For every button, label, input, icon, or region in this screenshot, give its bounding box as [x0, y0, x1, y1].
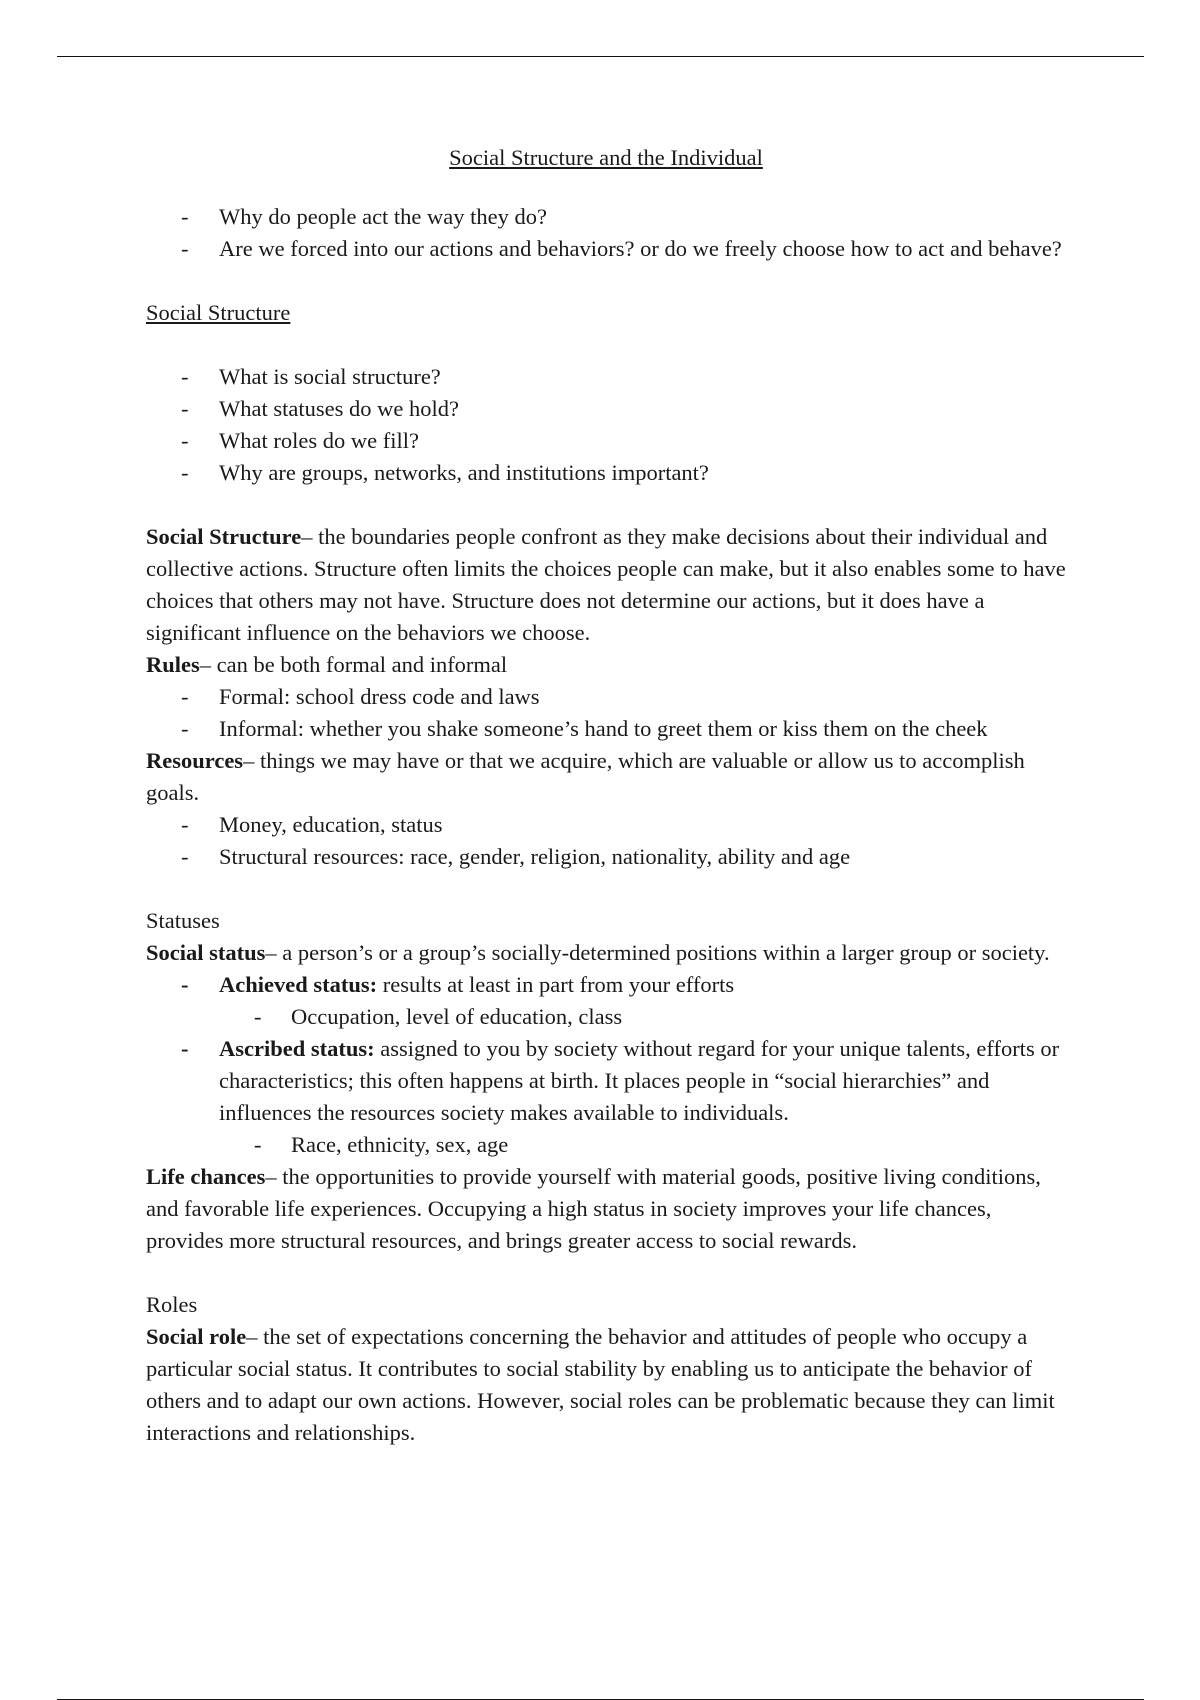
list-item: - Formal: school dress code and laws — [146, 681, 1066, 713]
list-item: - Occupation, level of education, class — [146, 1001, 1066, 1033]
definition-text: – can be both formal and informal — [199, 652, 508, 677]
rules-list — [146, 681, 1066, 745]
definition-text: results at least in part from your efforts — [377, 972, 735, 997]
list-item: - What is social structure? — [146, 361, 1066, 393]
definition-term: Rules — [146, 652, 200, 677]
status-type-list — [146, 969, 1066, 1001]
section-heading-social-structure: Social Structure — [146, 300, 291, 325]
achieved-status-examples — [146, 1001, 1066, 1033]
list-item: - Structural resources: race, gender, religion, nationality, ability and age — [146, 841, 1066, 873]
list-item: - What statuses do we hold? — [146, 393, 1066, 425]
list-item: - Why do people act the way they do? — [146, 201, 1066, 233]
life-chances-definition — [146, 1161, 1066, 1257]
definition-text: – the opportunities to provide yourself with material goods, positive living conditions, and favorable life experiences. Occupying a high status in society improves your life chances, provides more structural resources, and brings greater access to social rewards. — [146, 1164, 1041, 1253]
social-structure-definition — [146, 521, 1066, 649]
definition-text: – a person’s or a group’s socially-determined positions within a larger group or society. — [265, 940, 1050, 965]
section-heading-statuses: Statuses — [146, 908, 220, 933]
definition-term: Ascribed status: — [219, 1036, 375, 1061]
definition-term: Social status — [146, 940, 266, 965]
definition-term: Achieved status: — [219, 972, 378, 997]
top-rule — [57, 56, 1144, 57]
document-title: Social Structure and the Individual — [449, 145, 763, 170]
definition-text: – things we may have or that we acquire, which are valuable or allow us to accomplish goals. — [146, 748, 1025, 805]
ascribed-status-examples — [146, 1129, 1066, 1161]
list-item: - Why are groups, networks, and institutions important? — [146, 457, 1066, 489]
social-role-definition — [146, 1321, 1066, 1449]
definition-text: – the set of expectations concerning the behavior and attitudes of people who occupy a particular social status. It contributes to social stability by enabling us to anticipate the behavior of others and to adapt our own actions. However, social roles can be problematic because they can limit interactions and relationships. — [146, 1324, 1055, 1445]
resources-definition — [146, 745, 1066, 809]
list-item: - What roles do we fill? — [146, 425, 1066, 457]
definition-term: Life chances — [146, 1164, 266, 1189]
status-type-list — [146, 1033, 1066, 1129]
social-structure-question-list — [146, 361, 1066, 489]
list-item: - Informal: whether you shake someone’s hand to greet them or kiss them on the cheek — [146, 713, 1066, 745]
section-heading-roles: Roles — [146, 1292, 198, 1317]
definition-term: Resources — [146, 748, 244, 773]
resources-list — [146, 809, 1066, 873]
document-body — [146, 142, 1066, 1449]
list-item: - Are we forced into our actions and behaviors? or do we freely choose how to act and behave? — [146, 233, 1066, 265]
list-item: - Race, ethnicity, sex, age — [146, 1129, 1066, 1161]
definition-text: – the boundaries people confront as they make decisions about their individual and collective actions. Structure often limits the choices people can make, but it also enables some to have choices that others may not have. Structure does not determine our actions, but it does have a significant influence on the behaviors we choose. — [146, 524, 1066, 645]
rules-definition — [146, 649, 1066, 681]
list-item-achieved-status — [146, 969, 1066, 1001]
list-item-ascribed-status — [146, 1033, 1066, 1129]
list-item: - Money, education, status — [146, 809, 1066, 841]
intro-question-list — [146, 201, 1066, 265]
definition-text: assigned to you by society without regard for your unique talents, efforts or characteristics; this often happens at birth. It places people in “social hierarchies” and influences the resources society makes available to individuals. — [219, 1036, 1060, 1125]
definition-term: Social role — [146, 1324, 247, 1349]
social-status-definition — [146, 937, 1066, 969]
definition-term: Social Structure — [146, 524, 302, 549]
